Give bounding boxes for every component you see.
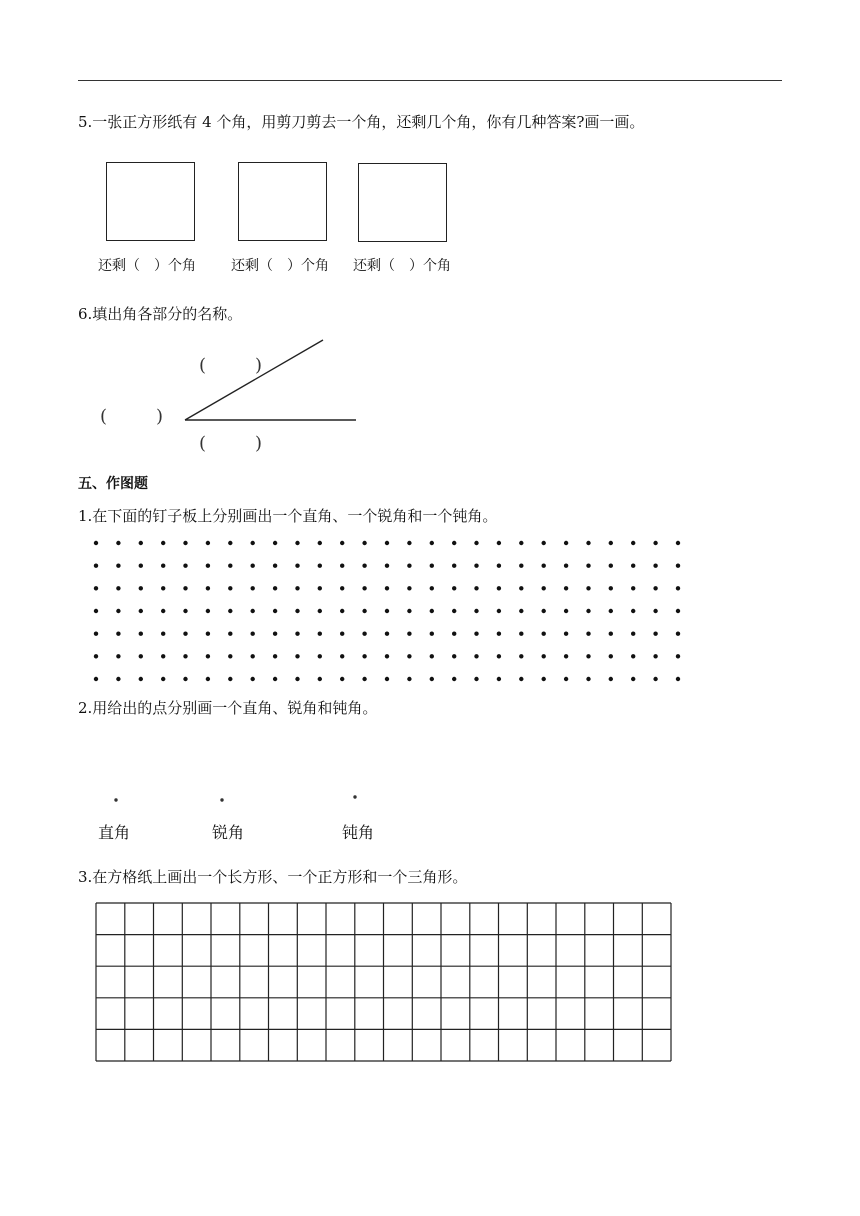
drawing-2-text: 2.用给出的点分别画一个直角、锐角和钝角。 xyxy=(78,699,378,717)
answer-caption-3[interactable]: 还剩（ ）个角 xyxy=(353,258,451,274)
blank-side2-close[interactable]: ) xyxy=(255,433,263,454)
section-title: 五、作图题 xyxy=(78,476,148,492)
answer-caption-2[interactable]: 还剩（ ）个角 xyxy=(231,258,329,274)
blank-side2-open[interactable]: ( xyxy=(199,433,207,454)
drawing-3-text: 3.在方格纸上画出一个长方形、一个正方形和一个三角形。 xyxy=(78,868,468,886)
label-acute-angle: 锐角 xyxy=(212,823,245,842)
blank-vertex-open[interactable]: ( xyxy=(100,406,108,427)
blank-side-open[interactable]: ( xyxy=(199,355,207,376)
question-6-text: 6.填出角各部分的名称。 xyxy=(78,305,243,323)
label-right-angle: 直角 xyxy=(98,823,131,842)
label-obtuse-angle: 钝角 xyxy=(342,823,375,842)
blank-vertex-close[interactable]: ) xyxy=(156,406,164,427)
question-5-text: 5.一张正方形纸有 4 个角，用剪刀剪去一个角，还剩几个角，你有几种答案?画一画。 xyxy=(78,113,645,131)
blank-side-close[interactable]: ) xyxy=(255,355,263,376)
drawing-1-text: 1.在下面的钉子板上分别画出一个直角、一个锐角和一个钝角。 xyxy=(78,507,498,525)
answer-caption-1[interactable]: 还剩（ ）个角 xyxy=(98,258,196,274)
